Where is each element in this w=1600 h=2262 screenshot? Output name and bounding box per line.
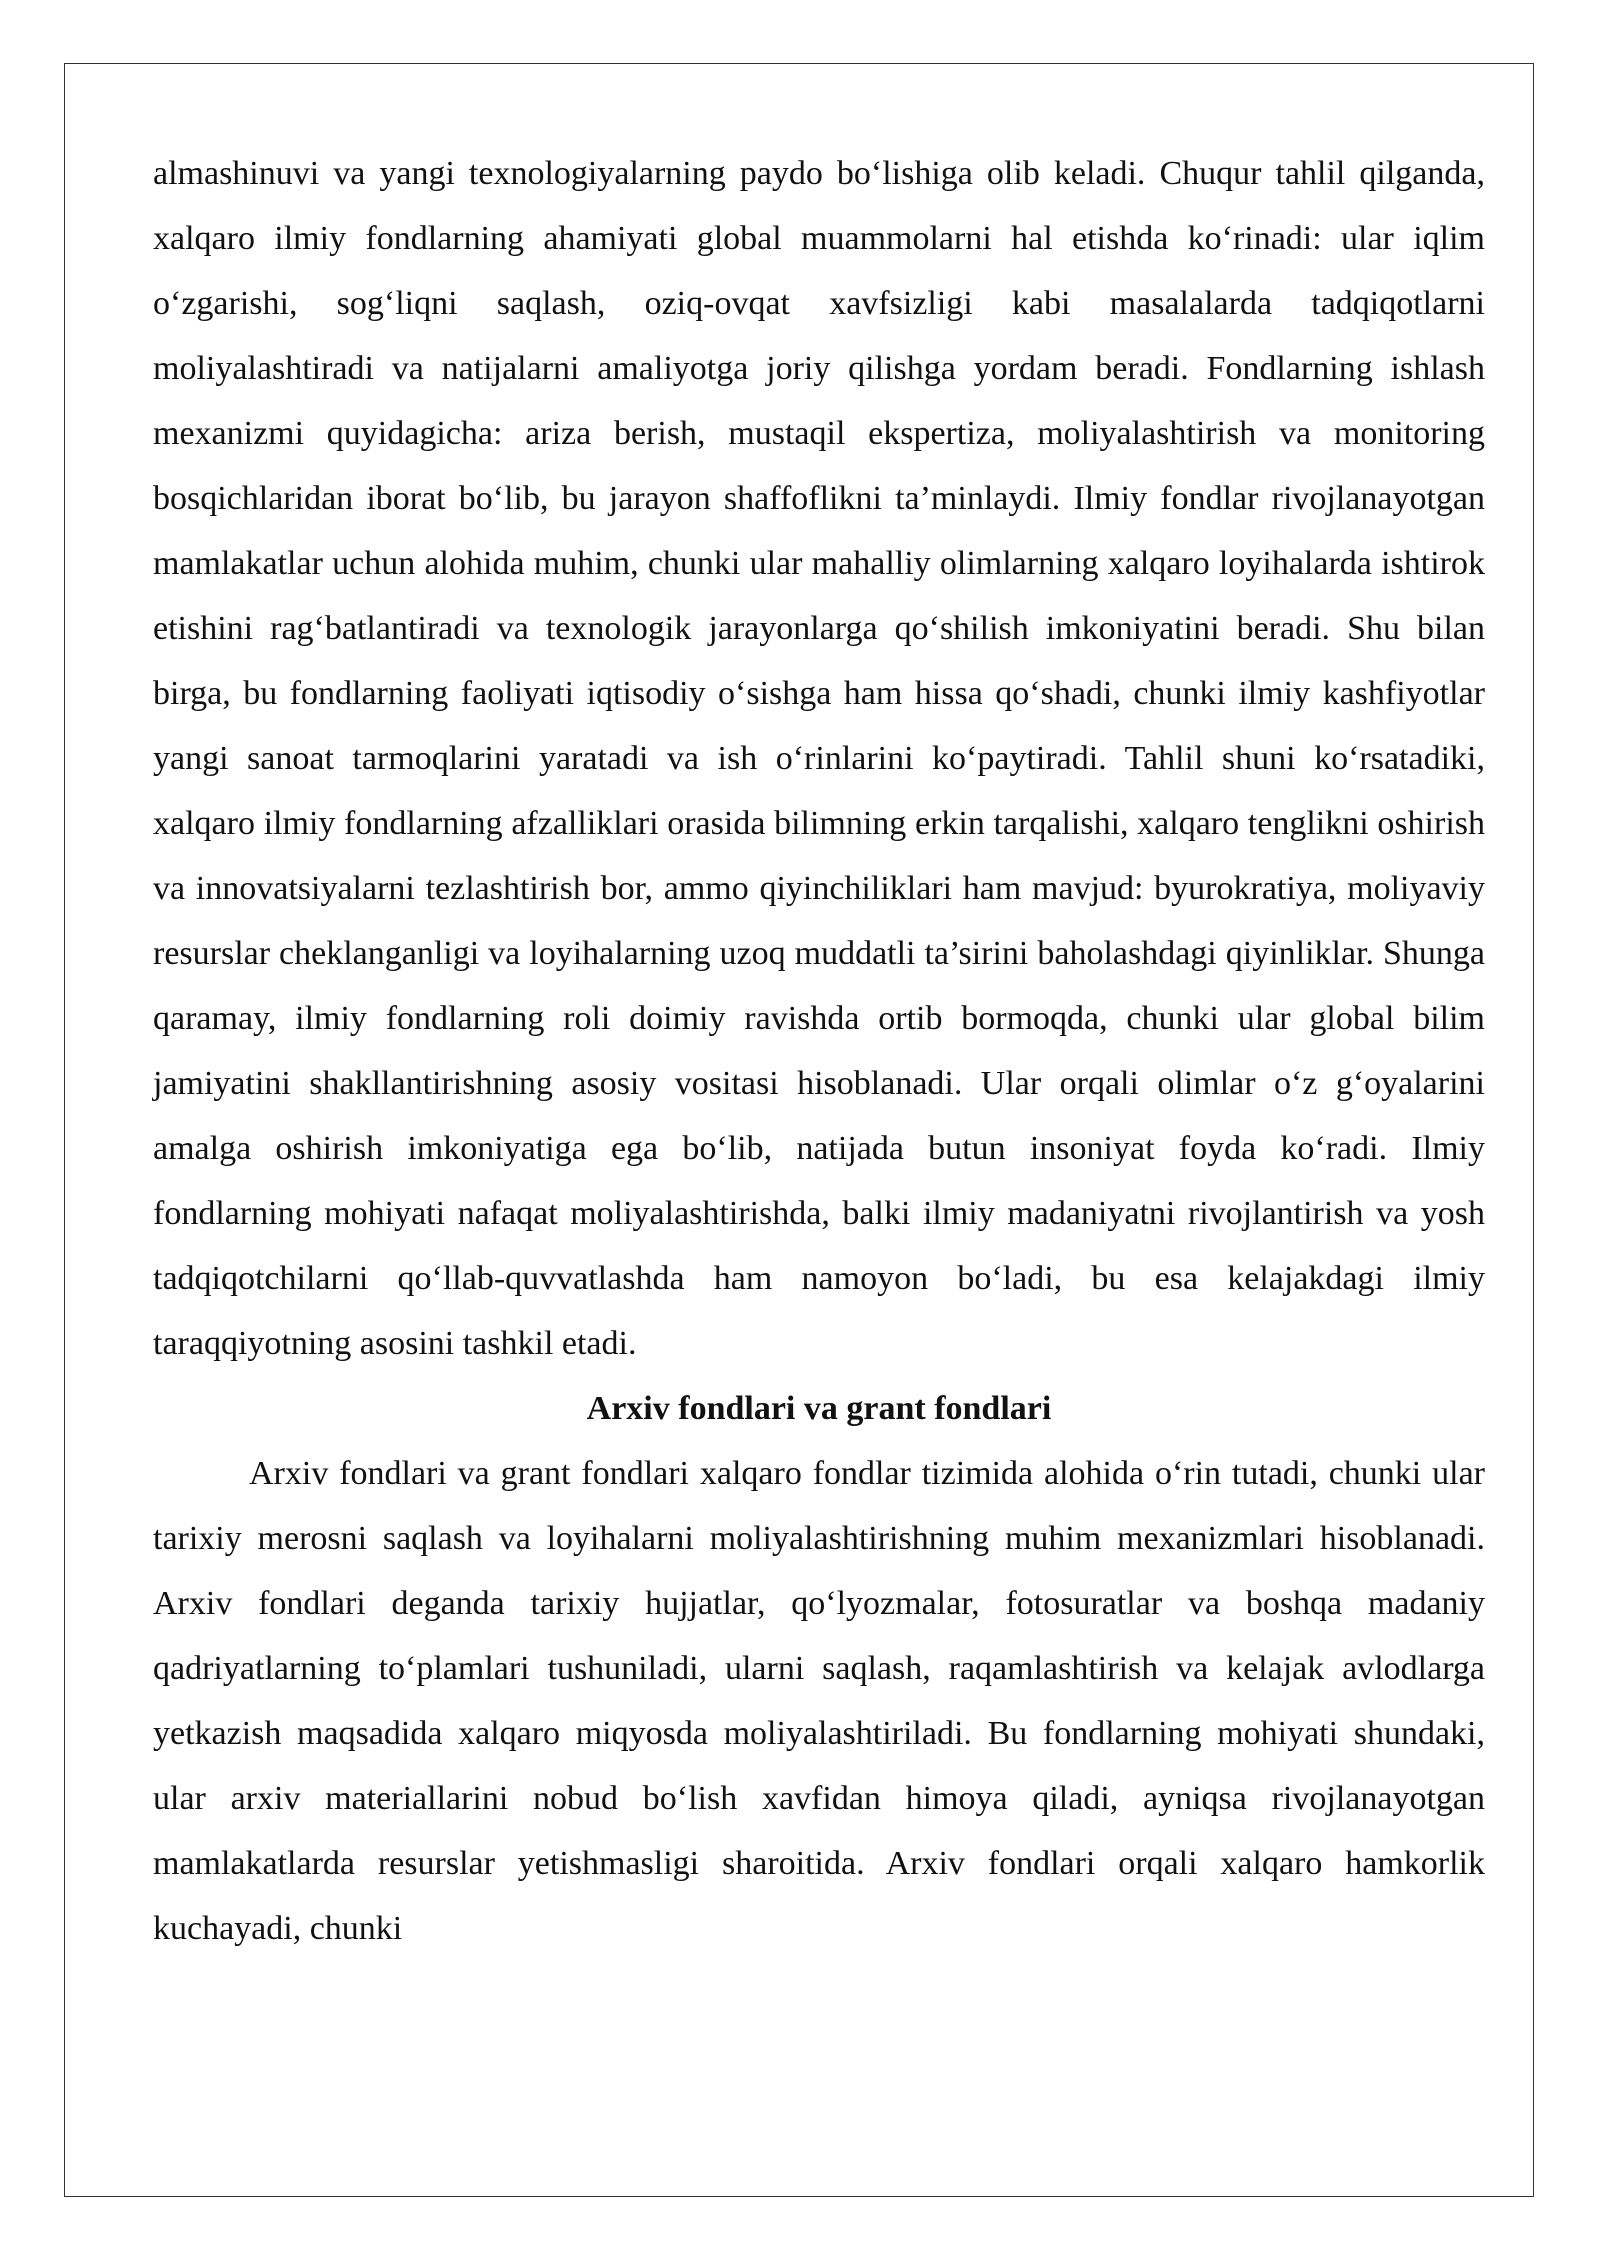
document-body bbox=[153, 141, 1485, 1961]
section-heading: Arxiv fondlari va grant fondlari bbox=[586, 1390, 1052, 1427]
body-paragraph: Arxiv fondlari va grant fondlari xalqaro fondlar tizimida alohida oʻrin tutadi, chunki ular tarixiy merosni saqlash va loyihalarni moliyalashtirishning muhim mexanizmlari hisoblanadi. Arxiv fondlari deganda tarixiy hujjatlar, qoʻlyozmalar, fotosuratlar va boshqa madaniy qadriyatlarning toʻplamlari tushuniladi, ularni saqlash, raqamlashtirish va kelajak avlodlarga yetkazish maqsadida xalqaro miqyosda moliyalashtiriladi. Bu fondlarning mohiyati shundaki, ular arxiv materiallarini nobud boʻlish xavfidan himoya qiladi, ayniqsa rivojlanayotgan mamlakatlarda resurslar yetishmasligi sharoitida. Arxiv fondlari orqali xalqaro hamkorlik kuchayadi, chunki bbox=[153, 1455, 1485, 1947]
body-paragraph: almashinuvi va yangi texnologiyalarning paydo boʻlishiga olib keladi. Chuqur tahlil qilganda, xalqaro ilmiy fondlarning ahamiyati global muammolarni hal etishda koʻrinadi: ular iqlim oʻzgarishi, sogʻliqni saqlash, oziq-ovqat xavfsizligi kabi masalalarda tadqiqotlarni moliyalashtiradi va natijalarni amaliyotga joriy qilishga yordam beradi. Fondlarning ishlash mexanizmi quyidagicha: ariza berish, mustaqil ekspertiza, moliyalashtirish va monitoring bosqichlaridan iborat boʻlib, bu jarayon shaffoflikni ta’minlaydi. Ilmiy fondlar rivojlanayotgan mamlakatlar uchun alohida muhim, chunki ular mahalliy olimlarning xalqaro loyihalarda ishtirok etishini ragʻbatlantiradi va texnologik jarayonlarga qoʻshilish imkoniyatini beradi. Shu bilan birga, bu fondlarning faoliyati iqtisodiy oʻsishga ham hissa qoʻshadi, chunki ilmiy kashfiyotlar yangi sanoat tarmoqlarini yaratadi va ish oʻrinlarini koʻpaytiradi. Tahlil shuni koʻrsatadiki, xalqaro ilmiy fondlarning afzalliklari orasida bilimning erkin tarqalishi, xalqaro tenglikni oshirish va innovatsiyalarni tezlashtirish bor, ammo qiyinchiliklari ham mavjud: byurokratiya, moliyaviy resurslar cheklanganligi va loyihalarning uzoq muddatli ta’sirini baholashdagi qiyinliklar. Shunga qaramay, ilmiy fondlarning roli doimiy ravishda ortib bormoqda, chunki ular global bilim jamiyatini shakllantirishning asosiy vositasi hisoblanadi. Ular orqali olimlar oʻz gʻoyalarini amalga oshirish imkoniyatiga ega boʻlib, natijada butun insoniyat foyda koʻradi. Ilmiy fondlarning mohiyati nafaqat moliyalashtirishda, balki ilmiy madaniyatni rivojlantirish va yosh tadqiqotchilarni qoʻllab-quvvatlashda ham namoyon boʻladi, bu esa kelajakdagi ilmiy taraqqiyotning asosini tashkil etadi. bbox=[153, 155, 1485, 1362]
